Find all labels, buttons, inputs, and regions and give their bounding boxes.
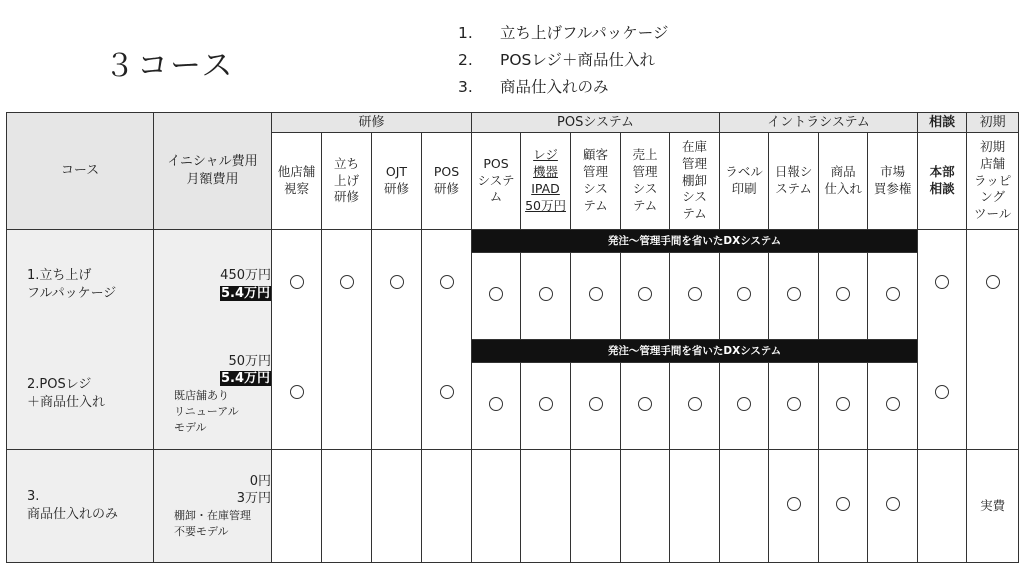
circle-mark-icon — [935, 275, 949, 289]
course-cost: 0円 3万円 棚卸・在庫管理 不要モデル — [154, 450, 272, 563]
circle-mark-icon — [787, 287, 801, 301]
mark-cell — [322, 230, 372, 340]
circle-mark-icon — [787, 397, 801, 411]
column-header: 顧客 管理 シス テム — [571, 133, 621, 230]
circle-mark-icon — [737, 397, 751, 411]
column-header: 商品 仕入れ — [819, 133, 868, 230]
circle-mark-icon — [638, 397, 652, 411]
mark-cell — [967, 340, 1019, 450]
mark-cell — [422, 230, 472, 340]
mark-cell — [819, 363, 868, 450]
column-header: 本部 相談 — [918, 133, 967, 230]
circle-mark-icon — [589, 287, 603, 301]
mark-cell — [521, 450, 571, 563]
mark-cell — [868, 253, 918, 340]
column-header: POS システ ム — [472, 133, 521, 230]
mark-cell — [670, 450, 720, 563]
circle-mark-icon — [390, 275, 404, 289]
plan-item: 2. POSレジ＋商品仕入れ — [458, 51, 655, 69]
circle-mark-icon — [489, 397, 503, 411]
course-name: 1.立ち上げ フルパッケージ — [7, 230, 154, 340]
header-course: コース — [7, 113, 154, 230]
mark-cell — [918, 340, 967, 450]
circle-mark-icon — [836, 497, 850, 511]
group-shoki: 初期 — [967, 113, 1019, 133]
mark-cell — [621, 450, 670, 563]
circle-mark-icon — [886, 497, 900, 511]
group-intra-system: イントラシステム — [720, 113, 918, 133]
mark-cell — [720, 253, 769, 340]
group-soudan: 相談 — [918, 113, 967, 133]
mark-cell — [272, 450, 322, 563]
group-kenshu: 研修 — [272, 113, 472, 133]
column-header: ラベル 印刷 — [720, 133, 769, 230]
circle-mark-icon — [688, 397, 702, 411]
column-header: 在庫 管理 棚卸 シス テム — [670, 133, 720, 230]
mark-cell — [472, 450, 521, 563]
circle-mark-icon — [340, 275, 354, 289]
mark-cell — [670, 253, 720, 340]
mark-cell — [472, 253, 521, 340]
mark-cell — [720, 450, 769, 563]
circle-mark-icon — [836, 287, 850, 301]
course-name: 2.POSレジ ＋商品仕入れ — [7, 340, 154, 450]
mark-cell — [472, 363, 521, 450]
mark-cell — [769, 253, 819, 340]
circle-mark-icon — [935, 385, 949, 399]
circle-mark-icon — [886, 287, 900, 301]
column-header: 初期 店舗 ラッピ ング ツール — [967, 133, 1019, 230]
mark-cell — [571, 253, 621, 340]
table-row — [7, 340, 1019, 363]
circle-mark-icon — [489, 287, 503, 301]
mark-cell — [422, 340, 472, 450]
plan-item: 1. 立ち上げフルパッケージ — [458, 24, 669, 42]
course-cost: 450万円 5.4万円 — [154, 230, 272, 340]
mark-cell — [521, 253, 571, 340]
mark-cell: 実費 — [967, 450, 1019, 563]
mark-cell — [769, 450, 819, 563]
course-cost: 50万円 5.4万円 既店舗あり リニューアル モデル — [154, 340, 272, 450]
mark-cell — [621, 363, 670, 450]
column-header: 売上 管理 シス テム — [621, 133, 670, 230]
mark-cell — [571, 363, 621, 450]
mark-cell — [521, 363, 571, 450]
circle-mark-icon — [539, 287, 553, 301]
group-pos-system: POSシステム — [472, 113, 720, 133]
header-cost: イニシャル費用 月額費用 — [154, 113, 272, 230]
dx-system-banner: 発注～管理手間を省いたDXシステム — [472, 340, 918, 363]
mark-cell — [918, 450, 967, 563]
circle-mark-icon — [787, 497, 801, 511]
mark-cell — [819, 253, 868, 340]
mark-cell — [769, 363, 819, 450]
mark-cell — [272, 340, 322, 450]
circle-mark-icon — [290, 275, 304, 289]
mark-cell — [967, 230, 1019, 340]
plan-list — [458, 20, 669, 101]
mark-cell — [720, 363, 769, 450]
mark-cell — [422, 450, 472, 563]
circle-mark-icon — [688, 287, 702, 301]
table-row — [7, 230, 1019, 253]
mark-cell — [819, 450, 868, 563]
column-header: 他店舗 視察 — [272, 133, 322, 230]
circle-mark-icon — [737, 287, 751, 301]
mark-cell — [670, 363, 720, 450]
circle-mark-icon — [290, 385, 304, 399]
course-name: 3. 商品仕入れのみ — [7, 450, 154, 563]
mark-cell — [372, 340, 422, 450]
column-header: OJT 研修 — [372, 133, 422, 230]
dx-system-banner: 発注～管理手間を省いたDXシステム — [472, 230, 918, 253]
mark-cell — [918, 230, 967, 340]
course-comparison-table — [6, 112, 1019, 563]
circle-mark-icon — [836, 397, 850, 411]
page-title: ３コース — [104, 48, 235, 84]
column-header: レジ 機器 IPAD 50万円 — [521, 133, 571, 230]
mark-cell — [868, 363, 918, 450]
mark-cell — [621, 253, 670, 340]
circle-mark-icon — [986, 275, 1000, 289]
column-header: 市場 買参権 — [868, 133, 918, 230]
column-header: 日報シ ステム — [769, 133, 819, 230]
column-header: POS 研修 — [422, 133, 472, 230]
plan-item: 3. 商品仕入れのみ — [458, 78, 609, 96]
mark-cell — [322, 340, 372, 450]
mark-cell — [272, 230, 322, 340]
mark-cell — [322, 450, 372, 563]
circle-mark-icon — [638, 287, 652, 301]
circle-mark-icon — [886, 397, 900, 411]
circle-mark-icon — [589, 397, 603, 411]
table-row — [7, 450, 1019, 563]
mark-cell — [372, 450, 422, 563]
mark-cell — [372, 230, 422, 340]
column-header: 立ち 上げ 研修 — [322, 133, 372, 230]
circle-mark-icon — [440, 275, 454, 289]
circle-mark-icon — [440, 385, 454, 399]
mark-cell — [571, 450, 621, 563]
mark-cell — [868, 450, 918, 563]
circle-mark-icon — [539, 397, 553, 411]
